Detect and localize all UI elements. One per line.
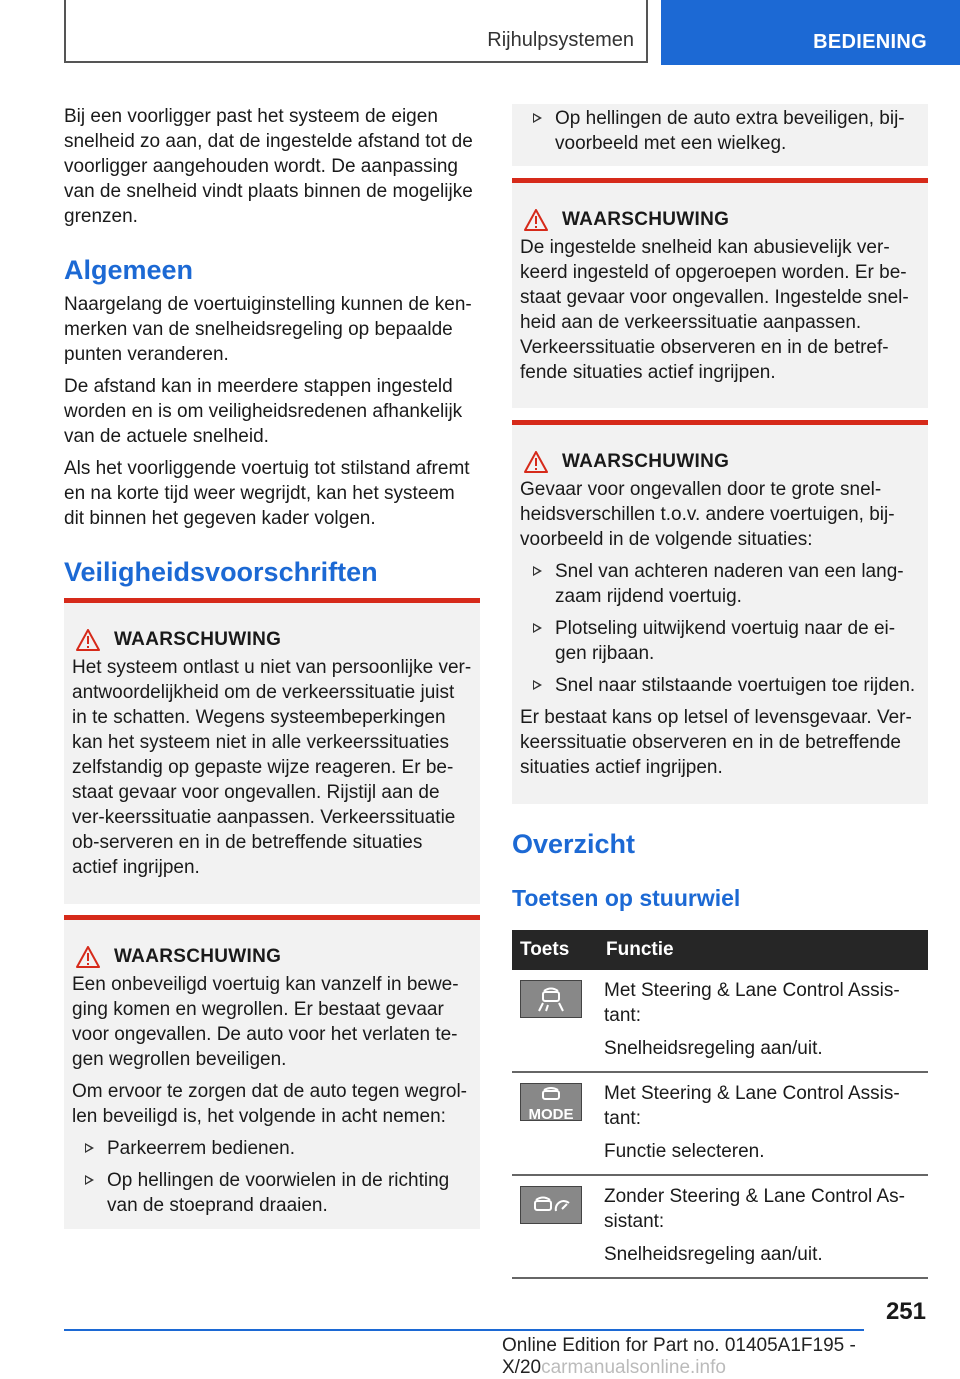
warning-title: WAARSCHUWING bbox=[562, 451, 730, 472]
warning-bullet-list bbox=[72, 1136, 472, 1218]
heading-veiligheidsvoorschriften: Veiligheidsvoorschriften bbox=[64, 557, 378, 587]
bullet-triangle-icon bbox=[85, 1143, 94, 1153]
list-item: Plotseling uitwijkend voertuig naar de ei-gen rijbaan. bbox=[520, 616, 920, 666]
warning-header bbox=[72, 625, 472, 655]
header-section-box bbox=[64, 0, 648, 63]
table-row bbox=[512, 1072, 928, 1175]
warning-text: Het systeem ontlast u niet van persoonlijke ver-antwoordelijkheid om de verkeerssituatie juist in te schatten. Wegens systeembeperkingen kan het systeem niet in alle verkeerssituaties zelfstandig op gepaste wijze reageren. Er be-staat gevaar voor ongevallen. Rijstijl aan de ver-keerssituatie aanpassen. Verkeerssituatie ob-serveren en in de betreffende situaties actief ingrijpen. bbox=[72, 657, 472, 878]
warning-triangle-icon bbox=[76, 629, 100, 651]
list-item: Snel van achteren naderen van een lang-zaam rijdend voertuig. bbox=[520, 559, 920, 609]
list-item: Parkeerrem bedienen. bbox=[72, 1136, 472, 1161]
warning-triangle-icon bbox=[76, 946, 100, 968]
header-chapter-tab bbox=[661, 0, 960, 65]
algemeen-paragraph-3: Als het voorliggende voertuig tot stilstand afremt en na korte tijd weer wegrijdt, kan het systeem dit binnen het gegeven kader volgen. bbox=[64, 458, 470, 529]
table-header-row bbox=[512, 930, 928, 970]
cruise-control-icon bbox=[520, 1186, 582, 1224]
heading-toetsen-op-stuurwiel: Toetsen op stuurwiel bbox=[512, 885, 741, 911]
warning-title: WAARSCHUWING bbox=[114, 629, 282, 650]
warning-title: WAARSCHUWING bbox=[114, 946, 282, 967]
warning-box-continued bbox=[512, 104, 928, 166]
warning-text: Gevaar voor ongevallen door te grote snel-heidsverschillen t.o.v. andere voertuigen, bij-voorbeeld in de volgende situaties: bbox=[520, 479, 895, 550]
heading-overzicht: Overzicht bbox=[512, 829, 636, 859]
function-description: Met Steering & Lane Control Assis-tant: bbox=[604, 1083, 900, 1129]
warning-bullet-list bbox=[520, 106, 920, 156]
warning-box-4 bbox=[512, 420, 928, 804]
heading-algemeen: Algemeen bbox=[64, 255, 194, 285]
intro-paragraph: Bij een voorligger past het systeem de eigen snelheid zo aan, dat de ingestelde afstand tot de voorligger aangehouden wordt. De aanpassing van de snelheid vindt plaats binnen de mogelijke grenzen. bbox=[64, 106, 473, 227]
warning-box-1 bbox=[64, 598, 480, 904]
function-action: Snelheidsregeling aan/uit. bbox=[604, 1244, 823, 1265]
algemeen-paragraph-1: Naargelang de voertuiginstelling kunnen de ken-merken van de snelheidsregeling op bepaalde punten veranderen. bbox=[64, 294, 472, 365]
list-item: Op hellingen de voorwielen in de richting van de stoeprand draaien. bbox=[72, 1168, 472, 1218]
list-item: Op hellingen de auto extra beveiligen, bij-voorbeeld met een wielkeg. bbox=[520, 106, 920, 156]
algemeen-paragraph-2: De afstand kan in meerdere stappen ingesteld worden en is om veiligheidsredenen afhankelijk van de actuele snelheid. bbox=[64, 376, 463, 447]
footer-edition bbox=[502, 1335, 960, 1379]
bullet-triangle-icon bbox=[533, 566, 542, 576]
function-action: Functie selecteren. bbox=[604, 1141, 765, 1162]
warning-box-2 bbox=[64, 915, 480, 1229]
footer-edition-text: Online Edition for Part no. 01405A1F195 - X/20 bbox=[502, 1335, 856, 1378]
column-header-toets: Toets bbox=[512, 930, 598, 970]
buttons-table bbox=[512, 930, 928, 1279]
warning-bullet-list bbox=[520, 559, 920, 698]
list-item: Snel naar stilstaande voertuigen toe rijden. bbox=[520, 673, 920, 698]
bullet-triangle-icon bbox=[85, 1175, 94, 1185]
warning-triangle-icon bbox=[524, 209, 548, 231]
page-number: 251 bbox=[885, 1298, 926, 1325]
table-row bbox=[512, 1175, 928, 1278]
mode-icon bbox=[520, 1083, 582, 1121]
footer-watermark: carmanualsonline.info bbox=[541, 1357, 726, 1378]
warning-header bbox=[520, 205, 920, 235]
footer-divider bbox=[64, 1329, 864, 1331]
warning-text: Een onbeveiligd voertuig kan vanzelf in bewe-ging komen en wegrollen. Er bestaat gevaar voor ongevallen. De auto voor het verlaten te-gen wegrollen beveiligen. bbox=[72, 974, 459, 1070]
function-action: Snelheidsregeling aan/uit. bbox=[604, 1038, 823, 1059]
header-chapter-title: BEDIENING bbox=[813, 31, 927, 53]
warning-header bbox=[520, 447, 920, 477]
function-description: Zonder Steering & Lane Control As-sistant: bbox=[604, 1186, 906, 1232]
column-header-functie: Functie bbox=[598, 930, 928, 970]
warning-text: De ingestelde snelheid kan abusievelijk ver-keerd ingesteld of opgeroepen worden. Er be-staat gevaar voor ongevallen. Ingestelde snel-heid aan de verkeerssituatie aanpassen. Verkeerssituatie observeren en in de betref-fende situaties actief ingrijpen. bbox=[520, 237, 909, 383]
header-section-title: Rijhulpsystemen bbox=[487, 29, 634, 51]
bullet-triangle-icon bbox=[533, 623, 542, 633]
bullet-triangle-icon bbox=[533, 113, 542, 123]
function-description: Met Steering & Lane Control Assis-tant: bbox=[604, 980, 900, 1026]
steering-lane-assist-icon bbox=[520, 980, 582, 1018]
table-row bbox=[512, 970, 928, 1072]
warning-title: WAARSCHUWING bbox=[562, 209, 730, 230]
bullet-triangle-icon bbox=[533, 680, 542, 690]
warning-triangle-icon bbox=[524, 451, 548, 473]
page-header bbox=[0, 0, 960, 66]
warning-text: Om ervoor te zorgen dat de auto tegen wegrol-len beveiligd is, het volgende in acht nemen: bbox=[72, 1081, 468, 1127]
mode-icon-label: MODE bbox=[528, 1106, 574, 1123]
warning-box-3 bbox=[512, 178, 928, 408]
warning-text: Er bestaat kans op letsel of levensgevaar. Ver-keerssituatie observeren en in de betreffende situaties actief ingrijpen. bbox=[520, 707, 912, 778]
warning-header bbox=[72, 942, 472, 972]
